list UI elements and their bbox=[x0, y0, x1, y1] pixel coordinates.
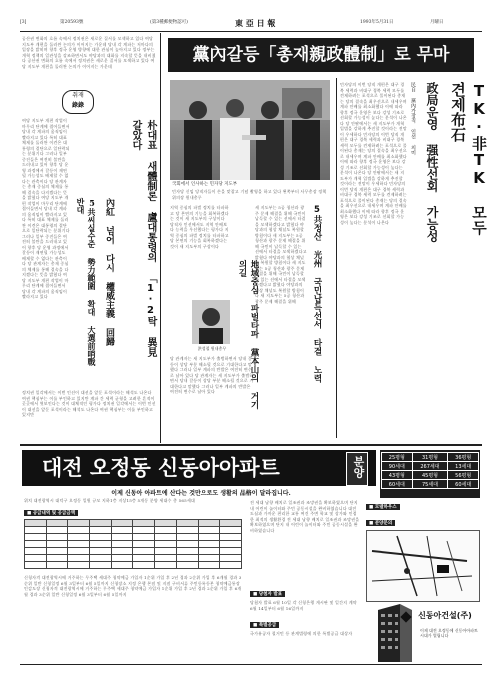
unit-row bbox=[382, 480, 479, 489]
unit-cell: 13세대 bbox=[448, 462, 479, 471]
unit-cell: 31평형 bbox=[412, 453, 448, 462]
ad-slogan: 이제 신동아 아파트에 산다는 것만으로도 생활의 品格이 달라집니다. bbox=[111, 490, 291, 497]
vertical-head-col1: 5共정산 光州 국민납득선서 타결 노력 bbox=[312, 205, 322, 383]
side-tag bbox=[62, 90, 94, 114]
left-headline-c: 5共씨실수준 勢力範圍 확대 大選前哨戰 반대 bbox=[76, 198, 97, 366]
price-table bbox=[24, 519, 242, 569]
price-table-wrap bbox=[24, 519, 244, 571]
ad-section-special: ■ 특별공급 bbox=[250, 622, 279, 628]
unit-cell: 60세대 bbox=[448, 480, 479, 489]
small-photo-caption: 洪성철 원내총무 bbox=[197, 346, 227, 351]
unit-cell: 267세대 bbox=[412, 462, 448, 471]
unit-cell: 45평형 bbox=[412, 471, 448, 480]
right-body-text: 민자당의 이번 당직 개편은 대구 경북 세력과 비대구 경북 세력 모두를 견제하려는 포석으로 풀이된다 총재는 당의 결속을 최우선으로 내세우며 계파 안배를 최소화했다 이에 따라 향후 정국 운영은 보다 강성 기조로 선회할 가능성이 높다는 분석이 나온다 당 안팎에서는 새 지도부가 개혁 입법을 강하게 추진할 것이라는 전망이 우세하다 민자당의 이번 당직 개편은 대구 경북 세력과 비대구 경북 세력 모두를 견제하려는 포석으로 풀이된다 총재는 당의 결속을 최우선으로 내세우며 계파 안배를 최소화했다 이에 따라 향후 정국 운영은 보다 강성 기조로 선회할 가능성이 높다는 분석이 나온다 당 안팎에서는 새 지도부가 개혁 입법을 강하게 추진할 것이라는 전망이 우세하다 민자당의 이번 당직 개편은 대구 경북 세력과 비대구 경북 세력 모두를 견제하려는 포석으로 풀이된다 총재는 당의 결속을 최우선으로 내세우며 계파 안배를 최소화했다 이에 따라 향후 정국 운영은 보다 강성 기조로 선회할 가능성이 높다는 분석이 나온다 bbox=[340, 82, 407, 225]
table-row bbox=[25, 548, 242, 555]
unit-cell: 60세대 bbox=[382, 480, 413, 489]
left-top-body-text: 공산권 변화의 흐름 속에서 정치권은 새로운 질서를 모색하고 있다 여당 지도부 개편을 둘러싼 논의가 이어지는 가운데 당내 각 계파는 저마다의 입장을 밝히며 향후 정국 운영 방향에 대한 관심이 높아지고 있다 정부는 개혁 정책의 일관성을 강조하면서도 야당과의 대화를 지속할 뜻을 내비쳤다 공산권 변화의 흐름 속에서 정치권은 새로운 질서를 모색하고 있다 여당 지도부 개편을 둘러싼 논의가 이어지는 가운데 bbox=[22, 36, 156, 69]
company-name: 신동아건설(주) bbox=[418, 611, 472, 620]
ad-badge bbox=[346, 452, 368, 486]
vertical-head-col2: 地域중심 파벌타파 黨本山의 거기 의길 bbox=[237, 260, 259, 409]
left-headline-b: 內紅 넘어 다시 權威主義 回歸 bbox=[104, 198, 114, 346]
middle-body-text-2: 지역 중심의 파벌 정치를 타파하고 당 본연의 기능을 회복하겠다는 것이 새 지도부의 구상이다 당직자 인선에서도 지역 안배보다 능력을 우선했다는 평가다 지역 중심의 파벌 정치를 타파하고 당 본연의 기능을 회복하겠다는 것이 새 지도부의 구상이다 bbox=[170, 205, 229, 249]
masthead-rule bbox=[20, 31, 482, 32]
unit-cell: 25평형 bbox=[382, 453, 413, 462]
table-row bbox=[25, 520, 242, 527]
unit-table bbox=[381, 452, 479, 489]
company-logo-icon bbox=[400, 611, 411, 622]
ad-middle-text: 전 세대 남향 배치로 일조권과 조망권을 확보하였으며 단지 내 어린이 놀이터와 주민 공동시설을 완비하였습니다 대전 도심과 가까운 편리한 교통 여건 주변 학교 및 상가와 인접한 최적의 생활환경 전 세대 남향 배치로 일조권과 조망권을 확보하였으며 단지 내 어린이 놀이터와 주민 공동시설을 완비하였습니다 bbox=[250, 500, 360, 533]
table-row bbox=[25, 541, 242, 548]
left-body-text-2: 정치권 일각에서는 이번 인선이 대선을 앞둔 포석이라는 해석도 나온다 여권 핵심부는 이를 부인하고 있지만 계파 간 세력 균형을 고려한 흔적이 곳곳에서 엿보인다는 것이 대체적인 평가다 정치권 일각에서는 이번 인선이 대선을 앞둔 포석이라는 해석도 나온다 여권 핵심부는 이를 부인하고 있지만 bbox=[22, 390, 156, 417]
unit-cell: 75세대 bbox=[412, 480, 448, 489]
paper-name: 東 亞 日 報 bbox=[235, 18, 276, 28]
unit-cell: 43평형 bbox=[382, 471, 413, 480]
issue-weekday: 月曜日 bbox=[430, 20, 444, 25]
table-row bbox=[25, 527, 242, 534]
ad-intro-text: 위치 대전광역시 대덕구 오정동 일원 규모 지하1층 지상15층 5개동 분양 세대수 총 565세대 bbox=[24, 498, 195, 503]
ad-section-supply: ■ 공급내역 및 공급금액 bbox=[24, 510, 78, 516]
kicker: 民自 黨內가장직 인선 의미 bbox=[410, 82, 416, 155]
side-tag-line2: 錄錄 bbox=[71, 102, 84, 109]
ad-title-box bbox=[22, 450, 376, 486]
left-headline-a: 朴대표 새體制론 盧대통령의 「1·2탁 異見갈았다 bbox=[130, 120, 156, 357]
ad-notice-text: 신청자격 대전광역시에 거주하는 무주택 세대주 청약예금 가입자 1순위 가입 후 2년 경과 2순위 가입 후 6개월 경과 3순위 일반 신청일정 6월 3일부터 6월 5일까지 신청장소 지정 은행 본점 및 지점 구비서류 주민등록등본 청약예금통장 인감도장 신청자격 대전광역시에 거주하는 무주택 세대주 청약예금 가입자 1순위 가입 후 2년 경과 2순위 가입 후 6개월 경과 3순위 일반 신청일정 6월 3일부터 6월 5일까지 bbox=[24, 575, 242, 597]
unit-cell: 90세대 bbox=[382, 462, 413, 471]
ad-top-rule bbox=[20, 444, 482, 446]
right-column-divider bbox=[336, 78, 337, 438]
side-tag-line1: 취재 bbox=[72, 92, 84, 99]
unit-row bbox=[382, 462, 479, 471]
ad-badge-label: 분양 bbox=[352, 456, 365, 478]
small-portrait bbox=[192, 300, 230, 344]
ad-announce-text: 당첨자 발표 6월 10일 각 신청은행 게시판 및 일간지 계약 6월 14일부터 6월 16일까지 bbox=[250, 600, 357, 611]
unit-table-box bbox=[380, 450, 480, 498]
portrait-illustration bbox=[192, 300, 230, 344]
ad-special-text: 국가유공자 철거민 등 관계법령에 의한 특별공급 대상자 bbox=[250, 631, 353, 636]
unit-cell: 36평형 bbox=[448, 453, 479, 462]
main-headline: TK·非TK 모두 견제布石 bbox=[449, 82, 488, 235]
table-row bbox=[25, 555, 242, 562]
company-logo bbox=[400, 610, 480, 624]
left-column-divider bbox=[160, 33, 161, 443]
company-note: 이제 대전 오정동에 신동아아파트 시대가 열립니다 bbox=[420, 628, 478, 638]
sub-headline: 政局운영 强性선회 가능성 bbox=[425, 82, 439, 242]
news-photo bbox=[170, 80, 330, 180]
unit-row bbox=[382, 453, 479, 462]
ad-title: 대전 오정동 신동아아파트 bbox=[42, 456, 280, 480]
left-body-text-1: 여당 지도부 개편 작업이 마무리 단계에 접어들면서 당내 각 계파의 움직임이 빨라지고 있다 특히 대표 체제를 둘러싼 이견은 대통령의 결단으로 일단락되는 분위기다 그러나 일부 중진들은 여전히 불만을 드러내고 있어 향후 당 운영 과정에서 갈등이 재연될 가능성도 배제할 수 없다는 관측이다 당 관계자는 총재 중심의 체제를 통해 결속을 다지겠다는 뜻을 밝혔다 여당 지도부 개편 작업이 마무리 단계에 접어들면서 당내 각 계파의 움직임이 빨라지고 있다 특히 대표 체제를 둘러싼 이견은 대통령의 결단으로 일단락되는 분위기다 그러나 일부 중진들은 여전히 불만을 드러내고 있어 향후 당 운영 과정에서 갈등이 재연될 가능성도 배제할 수 없다는 관측이다 당 관계자는 총재 중심의 체제를 통해 결속을 다지겠다는 뜻을 밝혔다 여당 지도부 개편 작업이 마무리 단계에 접어들면서 당내 각 계파의 움직임이 빨라지고 있다 bbox=[22, 118, 70, 299]
unit-cell: 56평형 bbox=[448, 471, 479, 480]
page-number: [3] bbox=[20, 20, 27, 25]
issue-number: 第20593號 bbox=[60, 20, 84, 25]
unit-row bbox=[382, 471, 479, 480]
location-map bbox=[366, 530, 480, 602]
ad-bottom-rule bbox=[20, 664, 482, 665]
middle-body-text-1: 새 지도부는 5공 청산과 광주 문제 해결을 위해 국민이 납득할 수 있는 선에서 타결을 모색하겠다고 밝혔다 야당과의 협상 채널도 복원할 방침이다 새 지도부는 5공 청산과 광주 문제 해결을 위해 국민이 납득할 수 있는 선에서 타결을 모색하겠다고 밝혔다 야당과의 협상 채널도 복원할 방침이다 새 지도부는 5공 청산과 광주 문제 해결을 위해 국민이 납득할 수 있는 선에서 타결을 모색하겠다고 밝혔다 야당과의 협상 채널도 복원할 방침이다 새 지도부는 5공 청산과 광주 문제 해결을 위해 bbox=[255, 205, 307, 304]
table-row bbox=[25, 562, 242, 569]
middle-body-text-3: 당 관계자는 새 지도부가 출범하면서 당내 갈등이 상당 부분 해소될 것으로 기대한다고 말했다 그러나 일부 계파의 반발은 여전히 변수로 남아 있다 당 관계자는 새 지도부가 출범하면서 당내 갈등이 상당 부분 해소될 것으로 기대한다고 말했다 그러나 일부 계파의 반발은 여전히 변수로 남아 있다 bbox=[170, 356, 254, 394]
ad-section-announce: ■ 당첨자 발표 bbox=[250, 591, 285, 597]
banner-headline: 黨內갈등「총재親政體制」로 무마 bbox=[192, 45, 450, 65]
ad-section-inquiry: ■ 분양문의 bbox=[366, 520, 395, 526]
photo-caption: 국회에서 인사하는 민자당 지도부 bbox=[172, 182, 238, 187]
photo-people-illustration bbox=[170, 80, 330, 180]
ad-section-model: ■ 모델하우스 bbox=[366, 504, 400, 510]
location-map-drawing bbox=[367, 531, 479, 601]
issue-date: 1993年5月31日 bbox=[360, 20, 394, 25]
banner-headline-box bbox=[168, 38, 474, 72]
masthead bbox=[20, 18, 482, 30]
table-row bbox=[25, 534, 242, 541]
postal-info: (第3種郵便物認可) bbox=[150, 20, 188, 25]
photo-caption-text: 민자당 신임 당직자들이 손을 맞잡고 기념 촬영을 하고 있다 왼쪽부터 사무총장 정책위의장 원내총무 bbox=[172, 189, 327, 200]
